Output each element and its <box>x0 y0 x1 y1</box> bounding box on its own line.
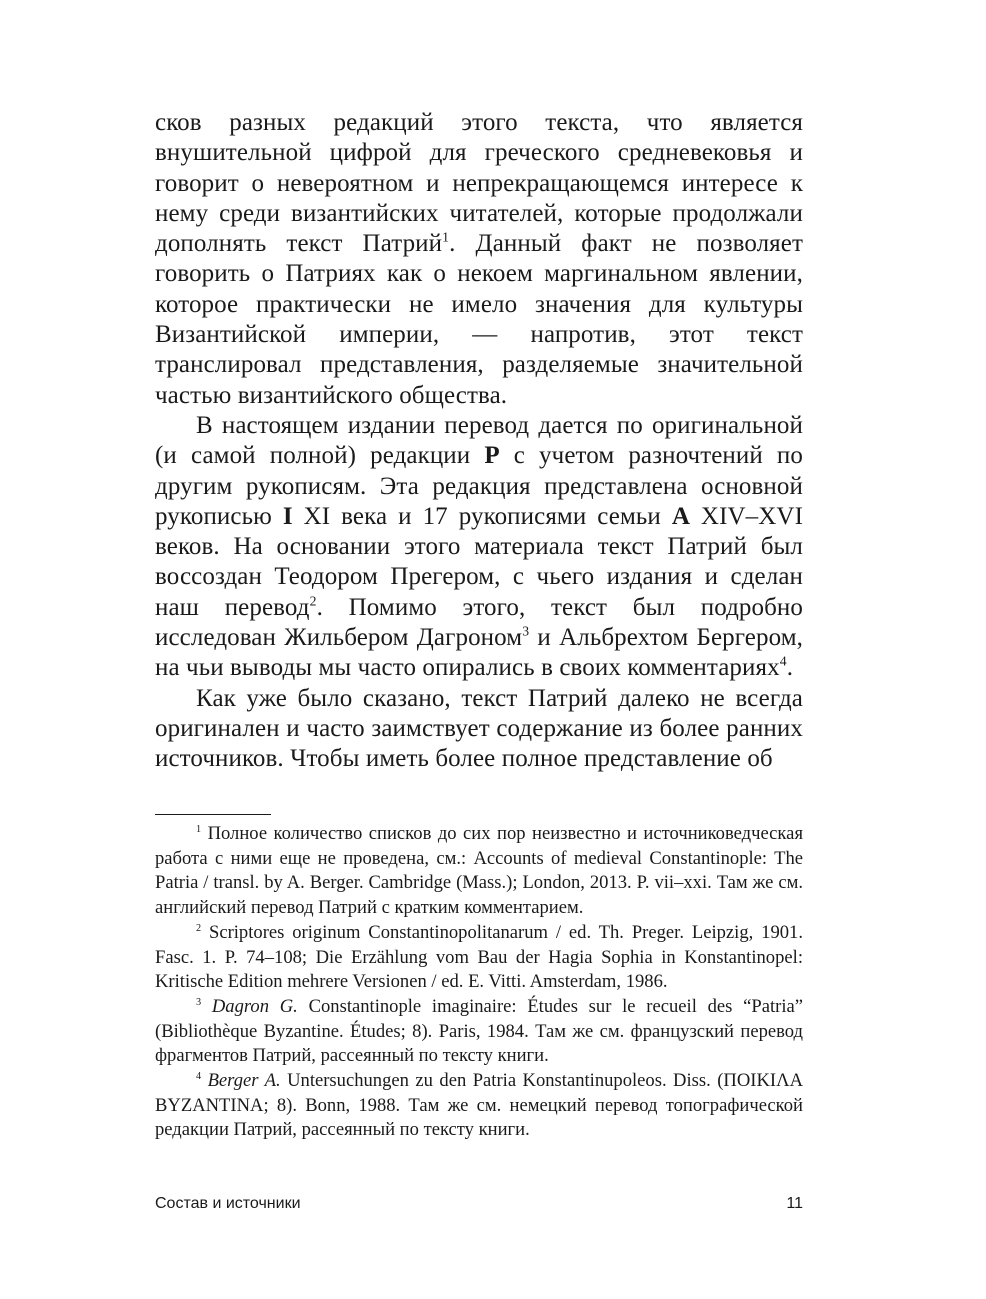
paragraph-2-text: . Помимо этого, текст был подробно исследован Жильбером Дагроном <box>155 593 804 652</box>
paragraph-3-text: Как уже было сказано, текст Патрий далеко не всегда оригинален и часто заимствует содержание из более ранних источников. Чтобы иметь более полное представление об <box>155 684 803 773</box>
paragraph-3 <box>155 684 803 775</box>
footnote-number: 3 <box>196 996 202 1008</box>
footnote-ref-2[interactable]: 2 <box>309 593 317 609</box>
paragraph-1-text: сков разных редакций этого текста, что является внушительной цифрой для греческого средневековья и говорит о невероятном и непрекращающемся интересе к нему среди византийских читателей, которые продолжали дополнять текст Патрий <box>155 109 803 258</box>
page-body <box>155 108 803 775</box>
footnote-separator <box>155 814 271 815</box>
paragraph-2 <box>155 411 803 684</box>
paragraph-2-text: с учетом разночтений по другим рукописям. Эта редакция представлена основной рукописью <box>155 442 803 530</box>
paragraph-2-text: . <box>786 654 794 682</box>
paragraph-2-text: и Альбрехтом Бергером, на чьи выводы мы часто опирались в своих комментариях <box>155 624 804 682</box>
redaction-siglum: P <box>484 442 500 470</box>
manuscript-siglum: I <box>282 502 293 530</box>
paragraph-2-text: В настоящем издании перевод дается по оригинальной (и самой полной) редакции <box>155 411 803 470</box>
footnote-ref-4[interactable]: 4 <box>779 654 787 670</box>
footnote-text: Scriptores originum Constantinopolitanarum / ed. Th. Preger. Leipzig, 1901. Fasc. 1. P. 74–108; Die Erzählung vom Bau der Hagia Sophia in Konstantinopel: Kritische Edition mehrere Versionen / ed. E. Vitti. Amsterdam, 1986. <box>155 921 803 993</box>
footnote-text: Полное количество списков до сих пор неизвестно и источниковедческая работа с ними еще не проведена, см.: Accounts of medieval Constantinople: The Patria / transl. by A. Berger. Cambridge (Mass.); London, 2013. P. vii–xxi. Там же см. английский перевод Патрий с кратким комментарием. <box>155 823 803 919</box>
paragraph-2-text: XIV–XVI веков. На основании этого материала текст Патрий был воссоздан Теодором Прегером, с чьего издания и сделан наш перевод <box>155 502 804 621</box>
paragraph-2-text: XI века и 17 рукописями семьи <box>292 502 672 530</box>
footnote-1 <box>155 822 803 921</box>
footnote-number: 4 <box>196 1070 202 1082</box>
footnote-text: Untersuchungen zu den Patria Konstantinupoleos. Diss. (ΠΟΙΚΙΛΑ ΒΥΖΑΝΤΙΝΑ; 8). Bonn, 1988. Там же см. немецкий перевод топографической редакции Патрий, рассеянный по тексту книги. <box>155 1070 803 1141</box>
family-siglum: A <box>671 502 690 530</box>
running-title: Состав и источники <box>155 1195 301 1212</box>
footnote-author: Dagron G. <box>211 995 298 1017</box>
paragraph-1-text-cont: . Данный факт не позволяет говорить о Патриях как о некоем маргинальном явлении, которое практически не имело значения для культуры Византийской империи, — напротив, этот текст транслировал представления, разделяемые значительной частью византийского общества. <box>155 230 803 409</box>
paragraph-1 <box>155 108 803 411</box>
footnote-2 <box>155 921 803 995</box>
footnotes <box>155 822 803 1143</box>
page-number: 11 <box>786 1195 803 1212</box>
main-text <box>155 108 803 775</box>
footnote-number: 2 <box>196 922 202 934</box>
footnote-number: 1 <box>196 823 202 835</box>
footnote-ref-1[interactable]: 1 <box>442 229 450 245</box>
footnote-text: Constantinople imaginaire: Études sur le recueil des “Patria” (Bibliothèque Byzantine. Études; 8). Paris, 1984. Там же см. французский перевод фрагментов Патрий, рассеянный по тексту книги. <box>155 995 804 1067</box>
footnote-3 <box>155 995 803 1069</box>
footnote-ref-3[interactable]: 3 <box>522 623 530 639</box>
footnote-author: Berger A. <box>207 1070 281 1092</box>
footnote-4 <box>155 1069 803 1143</box>
